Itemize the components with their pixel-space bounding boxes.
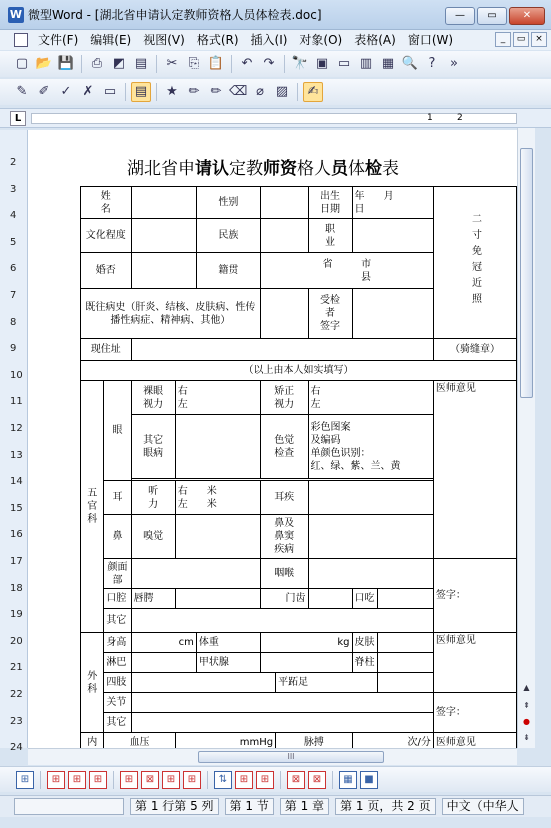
print-preview-icon[interactable]: ▤ xyxy=(134,56,148,71)
examinee-signature-value[interactable] xyxy=(352,289,433,339)
address-label: 现住址 xyxy=(81,339,132,361)
internal-doctor-opinion[interactable]: 医师意见 xyxy=(433,733,516,749)
insert-row-below-icon[interactable]: ⊞ xyxy=(68,771,86,789)
throat-label: 咽喉 xyxy=(260,559,308,589)
ethnicity-value[interactable] xyxy=(260,219,308,253)
page-view-icon[interactable]: ▣ xyxy=(315,56,329,71)
menu-file[interactable]: 文件(F) xyxy=(38,33,79,47)
marriage-value[interactable] xyxy=(131,253,196,289)
insert-table-icon[interactable]: ⊞ xyxy=(16,771,34,789)
paste-icon[interactable]: 📋 xyxy=(207,56,225,71)
word-app-icon[interactable]: W xyxy=(9,7,23,21)
vruler-number: 22 xyxy=(10,689,23,700)
fill-note: （以上由本人如实填写） xyxy=(81,361,517,381)
merge-cells-icon[interactable]: ⊞ xyxy=(120,771,138,789)
name-value[interactable] xyxy=(131,187,196,219)
corrected-vision-label: 矫正 视力 xyxy=(260,381,308,415)
comment-icon[interactable]: ✍ xyxy=(303,82,323,102)
eye-label: 眼 xyxy=(104,381,131,481)
vruler-number: 8 xyxy=(10,316,17,328)
insert-col-left-icon[interactable]: ⊞ xyxy=(89,771,107,789)
delete-col-icon[interactable]: ⊠ xyxy=(308,771,326,789)
open-folder-icon[interactable]: 📂 xyxy=(35,56,53,71)
minimize-button[interactable]: — xyxy=(445,7,475,25)
revise-icon[interactable]: ✐ xyxy=(38,84,50,99)
vruler-number: 15 xyxy=(10,502,23,514)
insert-col-icon[interactable]: ⊞ xyxy=(256,771,274,789)
origin-value[interactable]: 省 市 县 xyxy=(260,253,433,289)
joints-value[interactable] xyxy=(131,693,433,713)
gender-label: 性别 xyxy=(196,187,260,219)
weight-value[interactable]: kg xyxy=(260,633,352,653)
corrected-vision-value[interactable]: 右 左 xyxy=(308,381,433,415)
face-label: 颜面 部 xyxy=(104,559,131,589)
hearing-value[interactable]: 右 米 左 米 xyxy=(175,481,260,515)
find-icon[interactable]: 🔭 xyxy=(291,56,309,71)
pen-icon[interactable]: ✏ xyxy=(188,84,200,99)
status-section: 第 1 节 xyxy=(225,798,274,815)
vruler-number: 19 xyxy=(10,609,23,621)
surgery-other-label: 其它 xyxy=(104,713,131,733)
standard-toolbar xyxy=(0,51,551,77)
title-bar xyxy=(0,0,551,30)
ethnicity-label: 民族 xyxy=(196,219,260,253)
vertical-scrollbar[interactable] xyxy=(517,128,535,748)
face-value[interactable] xyxy=(131,559,260,589)
edit-toolbar xyxy=(0,79,551,105)
vruler-number: 12 xyxy=(10,423,23,434)
history-label: 既往病史（肝炎、结核、皮肤病、性传播性病症、精神病、其他） xyxy=(81,289,261,339)
surgery-signature[interactable]: 签字： xyxy=(433,693,516,733)
menu-bar xyxy=(0,30,551,50)
vruler-number: 17 xyxy=(10,556,23,567)
lymph-label: 淋巴 xyxy=(104,653,131,673)
delete-row-icon[interactable]: ⊠ xyxy=(287,771,305,789)
zoom-icon[interactable]: 🔍 xyxy=(401,56,419,71)
nose-label: 鼻 xyxy=(104,515,131,559)
color-sense-value[interactable]: 彩色图案 及编码 单颜色识别： 红、绿、紫、兰、黄 xyxy=(308,415,433,479)
weight-label: 体重 xyxy=(196,633,260,653)
stutter-label: 口吃 xyxy=(352,589,378,609)
cut-icon[interactable]: ✂ xyxy=(166,56,178,71)
other-eye-value[interactable] xyxy=(175,415,260,479)
maximize-button[interactable]: ▭ xyxy=(477,7,507,25)
table-toolbar xyxy=(0,766,551,792)
color-sense-label: 色觉 检查 xyxy=(260,415,308,479)
doc-restore-button[interactable]: ▭ xyxy=(513,32,529,47)
internal-section-label: 内 xyxy=(81,733,104,749)
insert-row-above-icon[interactable]: ⊞ xyxy=(47,771,65,789)
surgery-doctor-opinion[interactable]: 医师意见 xyxy=(433,633,516,693)
menu-insert[interactable]: 插入(I) xyxy=(250,33,288,47)
vruler-number: 3 xyxy=(10,183,17,195)
surgery-section-label: 外 科 xyxy=(81,633,104,733)
spine-label: 脊柱 xyxy=(352,653,378,673)
fill-color-icon[interactable]: ■ xyxy=(360,771,378,789)
spine-value[interactable] xyxy=(378,653,434,673)
teeth-value[interactable] xyxy=(308,589,352,609)
vruler-number: 18 xyxy=(10,582,23,594)
lips-value[interactable] xyxy=(175,589,260,609)
vertical-scroll-thumb[interactable] xyxy=(520,148,533,398)
vruler-number: 7 xyxy=(10,290,17,301)
marker-icon[interactable]: ✏ xyxy=(210,84,222,99)
joints-label: 关节 xyxy=(104,693,131,713)
vruler-number: 6 xyxy=(10,263,17,275)
smell-label: 嗅觉 xyxy=(131,515,175,559)
delete-cells-icon[interactable]: ⊠ xyxy=(141,771,159,789)
menu-window[interactable]: 窗口(W) xyxy=(407,33,454,47)
prev-page-icon[interactable]: ⇞ xyxy=(523,701,530,710)
flatfoot-value[interactable] xyxy=(378,673,434,693)
book-view-icon[interactable]: ▦ xyxy=(381,56,395,71)
name-label: 姓 名 xyxy=(81,187,132,219)
status-chapter: 第 1 章 xyxy=(280,798,329,815)
scroll-up-icon[interactable]: ▲ xyxy=(523,683,530,692)
status-position: 第 1 行第 5 列 xyxy=(130,798,219,815)
vruler-number: 2 xyxy=(10,157,17,168)
birth-value[interactable]: 年 月 日 xyxy=(352,187,433,219)
track-changes-icon[interactable]: ▤ xyxy=(131,82,151,102)
window-title: 微型Word - [湖北省申请认定教师资格人员体检表.doc] xyxy=(28,8,322,22)
split-cells-icon[interactable]: ⊞ xyxy=(162,771,180,789)
vruler-number: 5 xyxy=(10,236,17,248)
vruler-number: 16 xyxy=(10,529,23,541)
lips-label: 唇腭 xyxy=(131,589,175,609)
vruler-number: 20 xyxy=(10,635,23,647)
redo-icon[interactable]: ↷ xyxy=(263,56,275,71)
help-icon[interactable]: ? xyxy=(428,56,436,71)
ent-signature[interactable]: 签字： xyxy=(433,559,516,633)
status-blank xyxy=(14,798,124,815)
more-icon[interactable]: » xyxy=(450,56,458,71)
other-eye-label: 其它 眼病 xyxy=(131,415,175,479)
ent-other-label: 其它 xyxy=(104,609,131,633)
address-value[interactable] xyxy=(131,339,433,361)
browse-object-icon[interactable]: ● xyxy=(523,717,530,726)
vertical-ruler[interactable] xyxy=(0,130,28,754)
split-table-icon[interactable]: ⊞ xyxy=(183,771,201,789)
marriage-label: 婚否 xyxy=(81,253,132,289)
throat-value[interactable] xyxy=(308,559,433,589)
outline-icon[interactable]: ▥ xyxy=(359,56,373,71)
skin-label: 皮肤 xyxy=(352,633,378,653)
border-icon[interactable]: ▦ xyxy=(339,771,357,789)
vruler-number: 11 xyxy=(10,396,23,408)
naked-vision-value[interactable]: 右 左 xyxy=(175,381,260,415)
eraser-icon[interactable]: ⌫ xyxy=(229,84,248,99)
skin-value[interactable] xyxy=(378,633,434,653)
examinee-signature-label: 受检 者 签字 xyxy=(308,289,352,339)
occupation-value[interactable] xyxy=(352,219,433,253)
gender-value[interactable] xyxy=(260,187,308,219)
horizontal-scrollbar[interactable] xyxy=(28,748,517,765)
close-button[interactable]: ✕ xyxy=(509,7,545,25)
sinus-value[interactable] xyxy=(308,515,433,559)
naked-vision-label: 裸眼 视力 xyxy=(131,381,175,415)
smell-value[interactable] xyxy=(175,515,260,559)
reject-icon[interactable]: ✗ xyxy=(82,84,94,99)
vruler-number: 9 xyxy=(10,343,17,355)
pulse-value[interactable]: 次/分 xyxy=(352,733,433,749)
hearing-label: 听 力 xyxy=(131,481,175,515)
vruler-number: 21 xyxy=(10,662,23,674)
ent-doctor-opinion[interactable]: 医师意见 xyxy=(433,381,516,559)
height-value[interactable]: cm xyxy=(131,633,196,653)
menu-table[interactable]: 表格(A) xyxy=(354,33,396,47)
doc-minimize-button[interactable]: _ xyxy=(495,32,511,47)
ent-other-value[interactable] xyxy=(131,609,433,633)
vruler-number: 24 xyxy=(10,742,23,754)
menu-format[interactable]: 格式(R) xyxy=(196,33,239,47)
limbs-label: 四肢 xyxy=(104,673,131,693)
ear-label: 耳 xyxy=(104,481,131,515)
edit-doc-icon[interactable]: ✎ xyxy=(16,84,28,99)
ent-section-label: 五官科 xyxy=(81,381,104,633)
history-value[interactable] xyxy=(260,289,308,339)
occupation-label: 职 业 xyxy=(308,219,352,253)
bp-value[interactable]: mmHg xyxy=(175,733,275,749)
sort-icon[interactable]: ⇅ xyxy=(214,771,232,789)
health-check-form[interactable] xyxy=(80,186,517,748)
save-icon[interactable]: 💾 xyxy=(57,56,75,71)
bp-label: 血压 xyxy=(104,733,175,749)
print-icon[interactable]: ⎙ xyxy=(91,56,103,71)
vruler-number: 13 xyxy=(10,449,23,461)
vruler-number: 23 xyxy=(10,715,23,727)
tab-stop-selector[interactable]: L xyxy=(10,111,26,126)
highlight-icon[interactable]: ★ xyxy=(166,84,178,99)
accept-icon[interactable]: ✓ xyxy=(60,84,72,99)
new-document-icon[interactable]: ▢ xyxy=(15,56,29,71)
menu-edit[interactable]: 编辑(E) xyxy=(90,33,132,47)
notes-icon[interactable]: ▨ xyxy=(275,84,289,99)
status-language: 中文（中华人 xyxy=(442,798,524,815)
lymph-value[interactable] xyxy=(131,653,196,673)
sinus-label: 鼻及 鼻窦 疾病 xyxy=(260,515,308,559)
doc-close-button[interactable]: × xyxy=(531,32,547,47)
clear-icon[interactable]: ⌀ xyxy=(256,84,264,99)
flatfoot-label: 平跖足 xyxy=(276,673,378,693)
document-icon[interactable] xyxy=(14,33,28,47)
height-label: 身高 xyxy=(104,633,131,653)
layout-icon[interactable]: ▭ xyxy=(337,56,351,71)
ruler-mark: 2 xyxy=(457,113,463,123)
document-title: 湖北省申请认定教师资格人员体检表 xyxy=(127,159,399,179)
menu-object[interactable]: 对象(O) xyxy=(299,33,343,47)
limbs-value[interactable] xyxy=(131,673,276,693)
horizontal-ruler[interactable] xyxy=(0,108,551,128)
vruler-number: 14 xyxy=(10,476,23,488)
stutter-value[interactable] xyxy=(378,589,434,609)
vruler-number: 10 xyxy=(10,369,23,381)
horizontal-scroll-thumb[interactable]: III xyxy=(198,751,384,763)
surgery-other-value[interactable] xyxy=(131,713,433,733)
pulse-label: 脉搏 xyxy=(276,733,352,749)
education-label: 文化程度 xyxy=(81,219,132,253)
compare-icon[interactable]: ▭ xyxy=(103,84,117,99)
document-editor[interactable] xyxy=(28,130,517,748)
vruler-number: 4 xyxy=(10,210,17,222)
undo-icon[interactable]: ↶ xyxy=(241,56,253,71)
education-value[interactable] xyxy=(131,219,196,253)
thyroid-value[interactable] xyxy=(260,653,352,673)
seal-label: （骑缝章） xyxy=(433,339,516,361)
ear-disease-label: 耳疾 xyxy=(260,481,308,515)
thyroid-label: 甲状腺 xyxy=(196,653,260,673)
status-bar xyxy=(0,795,551,817)
status-pages: 第 1 页，共 2 页 xyxy=(335,798,436,815)
next-page-icon[interactable]: ⇟ xyxy=(523,733,530,742)
ear-disease-value[interactable] xyxy=(308,481,433,515)
menu-view[interactable]: 视图(V) xyxy=(143,33,185,47)
insert-row-icon[interactable]: ⊞ xyxy=(235,771,253,789)
teeth-label: 门齿 xyxy=(260,589,308,609)
birth-label: 出生 日期 xyxy=(308,187,352,219)
mouth-label: 口腔 xyxy=(104,589,131,609)
origin-label: 籍贯 xyxy=(196,253,260,289)
photo-box: 二寸免冠近照 xyxy=(433,187,516,339)
ruler-mark: 1 xyxy=(427,113,433,123)
copy-icon[interactable]: ⎘ xyxy=(188,56,200,71)
pdf-icon[interactable]: ◩ xyxy=(112,56,126,71)
